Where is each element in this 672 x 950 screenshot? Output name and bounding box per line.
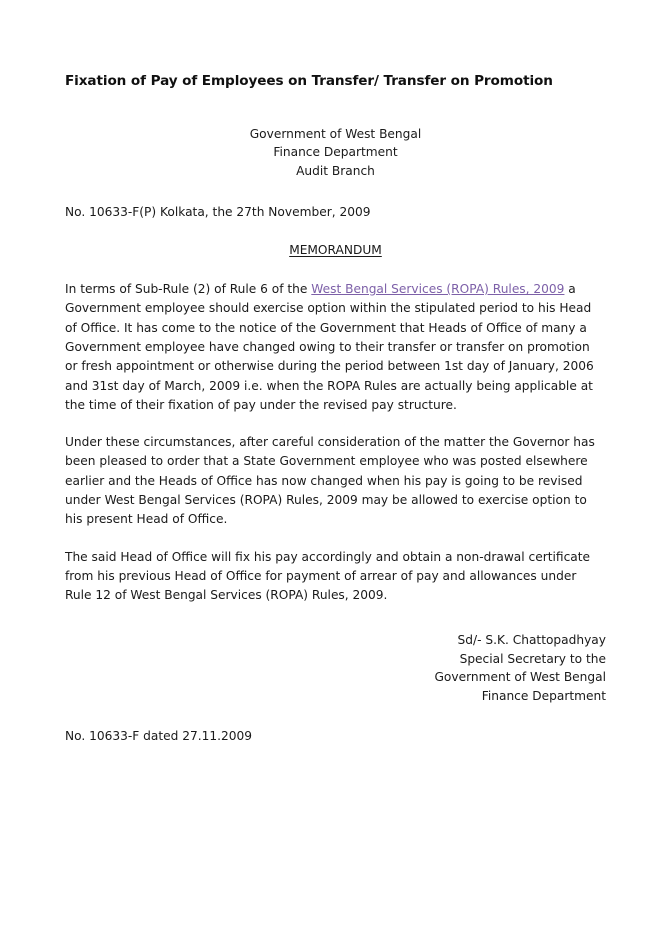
letterhead-branch: Audit Branch — [296, 163, 375, 178]
signatory-designation: Special Secretary to the — [459, 651, 606, 666]
paragraph-three: The said Head of Office will fix his pay accordingly and obtain a non-drawal certificate from his previous Head of Office for payment of arrear of pay and allowances under Rule 12 of West Bengal Services (ROPA) Rules, 2009. — [65, 549, 591, 603]
letterhead-government: Government of West Bengal — [249, 127, 422, 141]
paragraph-one-text-before-link: In terms of Sub-Rule (2) of Rule 6 of the — [65, 282, 312, 297]
signatory-government: Government of West Bengal — [434, 670, 606, 685]
signatory-name: Sd/- S.K. Chattopadhyay — [457, 633, 606, 648]
ropa-rules-link[interactable]: West Bengal Services (ROPA) Rules, 2009 — [311, 282, 565, 297]
memorandum-heading — [65, 241, 606, 259]
memo-number-line: No. 10633-F(P) Kolkata, the 27th November, 2009 — [65, 205, 371, 220]
paragraph-one-text-after-link: a Government employee should exercise option within the stipulated period to his Head of Office. It has come to the notice of the Government that Heads of Office of many a Government employee have changed owing to their transfer or transfer on promotion or fresh appointment or otherwise during the period between 1st day of January, 2006 and 31st day of March, 2009 i.e. when the ROPA Rules are actually being applicable at the time of their fixation of pay under the revised pay structure. — [65, 282, 594, 412]
signature-block — [65, 631, 606, 705]
letterhead-department: Finance Department — [273, 145, 398, 160]
document-content — [65, 72, 606, 746]
page-title: Fixation of Pay of Employees on Transfer/ Transfer on Promotion — [65, 73, 553, 89]
footer-reference-line: No. 10633-F dated 27.11.2009 — [65, 729, 253, 744]
letterhead-block — [65, 125, 606, 180]
paragraph-two: Under these circumstances, after careful consideration of the matter the Governor has been pleased to order that a State Government employee who was posted elsewhere earlier and the Heads of Office has now changed when his pay is going to be revised under West Bengal Services (ROPA) Rules, 2009 may be allowed to exercise option to his present Head of Office. — [65, 435, 595, 527]
memorandum-heading-text: MEMORANDUM — [289, 242, 382, 257]
signatory-department: Finance Department — [481, 688, 606, 703]
paragraph-one — [65, 280, 606, 415]
